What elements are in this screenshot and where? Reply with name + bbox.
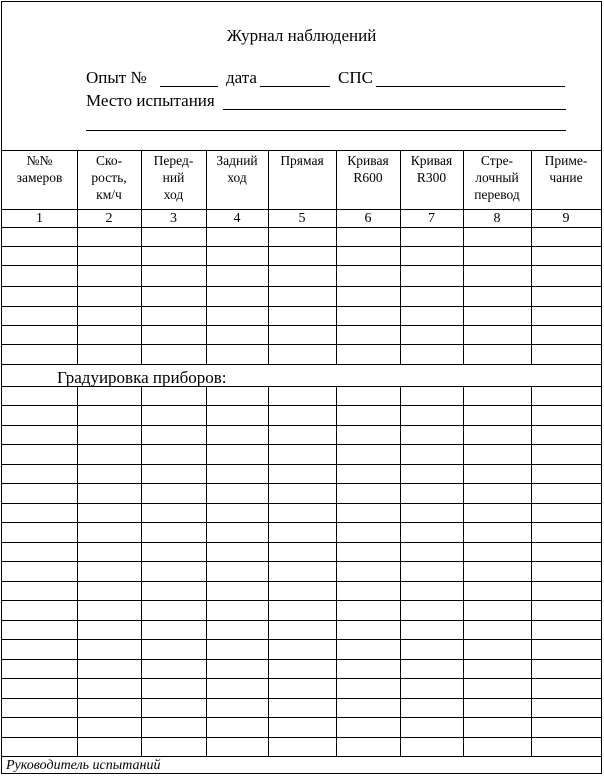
table-column-line [531, 386, 532, 756]
table-row-line [2, 561, 601, 562]
column-header-5: Прямая [280, 153, 324, 168]
observation-journal-form [1, 1, 602, 774]
table-row-line [2, 325, 601, 326]
table-row-line [2, 678, 601, 679]
table-row-line [2, 503, 601, 504]
column-number-9: 9 [562, 211, 570, 226]
column-header-3: Перед- ний ход [153, 153, 194, 202]
column-header-1: №№ замеров [16, 153, 63, 185]
table-row-line [2, 344, 601, 345]
column-number-2: 2 [105, 211, 113, 226]
sps-field[interactable] [376, 86, 565, 87]
column-header-9: Приме- чание [544, 153, 588, 185]
table-column-line [336, 386, 337, 756]
test-place-field[interactable] [223, 109, 566, 110]
table-row-line [2, 600, 601, 601]
date-label: дата [226, 68, 257, 87]
column-header-6: Кривая R600 [347, 153, 389, 185]
form-title: Журнал наблюдений [226, 26, 377, 45]
table-column-line [268, 386, 269, 756]
table-row-line [2, 483, 601, 484]
column-number-5: 5 [298, 211, 306, 226]
table-row-line [2, 659, 601, 660]
table-column-line [141, 386, 142, 756]
table-row-line [2, 698, 601, 699]
column-number-3: 3 [170, 211, 177, 226]
experiment-number-label: Опыт № [86, 68, 147, 87]
sps-label: СПС [338, 68, 373, 87]
table-row-line [2, 581, 601, 582]
column-header-2: Ско- рость, км/ч [91, 153, 127, 202]
column-number-4: 4 [233, 211, 241, 226]
date-field[interactable] [260, 86, 330, 87]
table-row-line [2, 620, 601, 621]
table-row-line [2, 717, 601, 718]
table-row-line [2, 386, 601, 387]
table-column-line [206, 386, 207, 756]
column-header-7: Кривая R300 [410, 153, 453, 185]
table-row-line [2, 542, 601, 543]
column-number-6: 6 [364, 211, 372, 226]
table-row-line [2, 150, 601, 151]
column-number-8: 8 [493, 211, 501, 226]
experiment-number-field[interactable] [160, 86, 218, 87]
table-row-line [2, 286, 601, 287]
table-row-line [2, 246, 601, 247]
table-row-line [2, 209, 601, 210]
table-row-line [2, 227, 601, 228]
table-row-line [2, 405, 601, 406]
table-row-line [2, 737, 601, 738]
table-column-line [463, 386, 464, 756]
table-row-line [2, 306, 601, 307]
table-row-line [2, 425, 601, 426]
column-number-7: 7 [428, 211, 435, 226]
calibration-label: Градуировка приборов: [57, 368, 227, 387]
table-row-line [2, 639, 601, 640]
table-column-line [77, 386, 78, 756]
table-row-line [2, 364, 601, 365]
column-header-8: Стре- лочный перевод [474, 153, 520, 202]
table-row-line [2, 444, 601, 445]
table-row-line [2, 265, 601, 266]
test-place-field-line-2[interactable] [86, 130, 566, 131]
test-place-label: Место испытания [86, 91, 215, 110]
table-row-line [2, 464, 601, 465]
supervisor-label: Руководитель испытаний [6, 758, 161, 773]
column-number-1: 1 [36, 211, 43, 226]
column-header-4: Задний ход [216, 153, 258, 185]
table-column-line [400, 386, 401, 756]
table-row-line [2, 756, 601, 757]
table-row-line [2, 522, 601, 523]
table-column-line [268, 150, 269, 364]
